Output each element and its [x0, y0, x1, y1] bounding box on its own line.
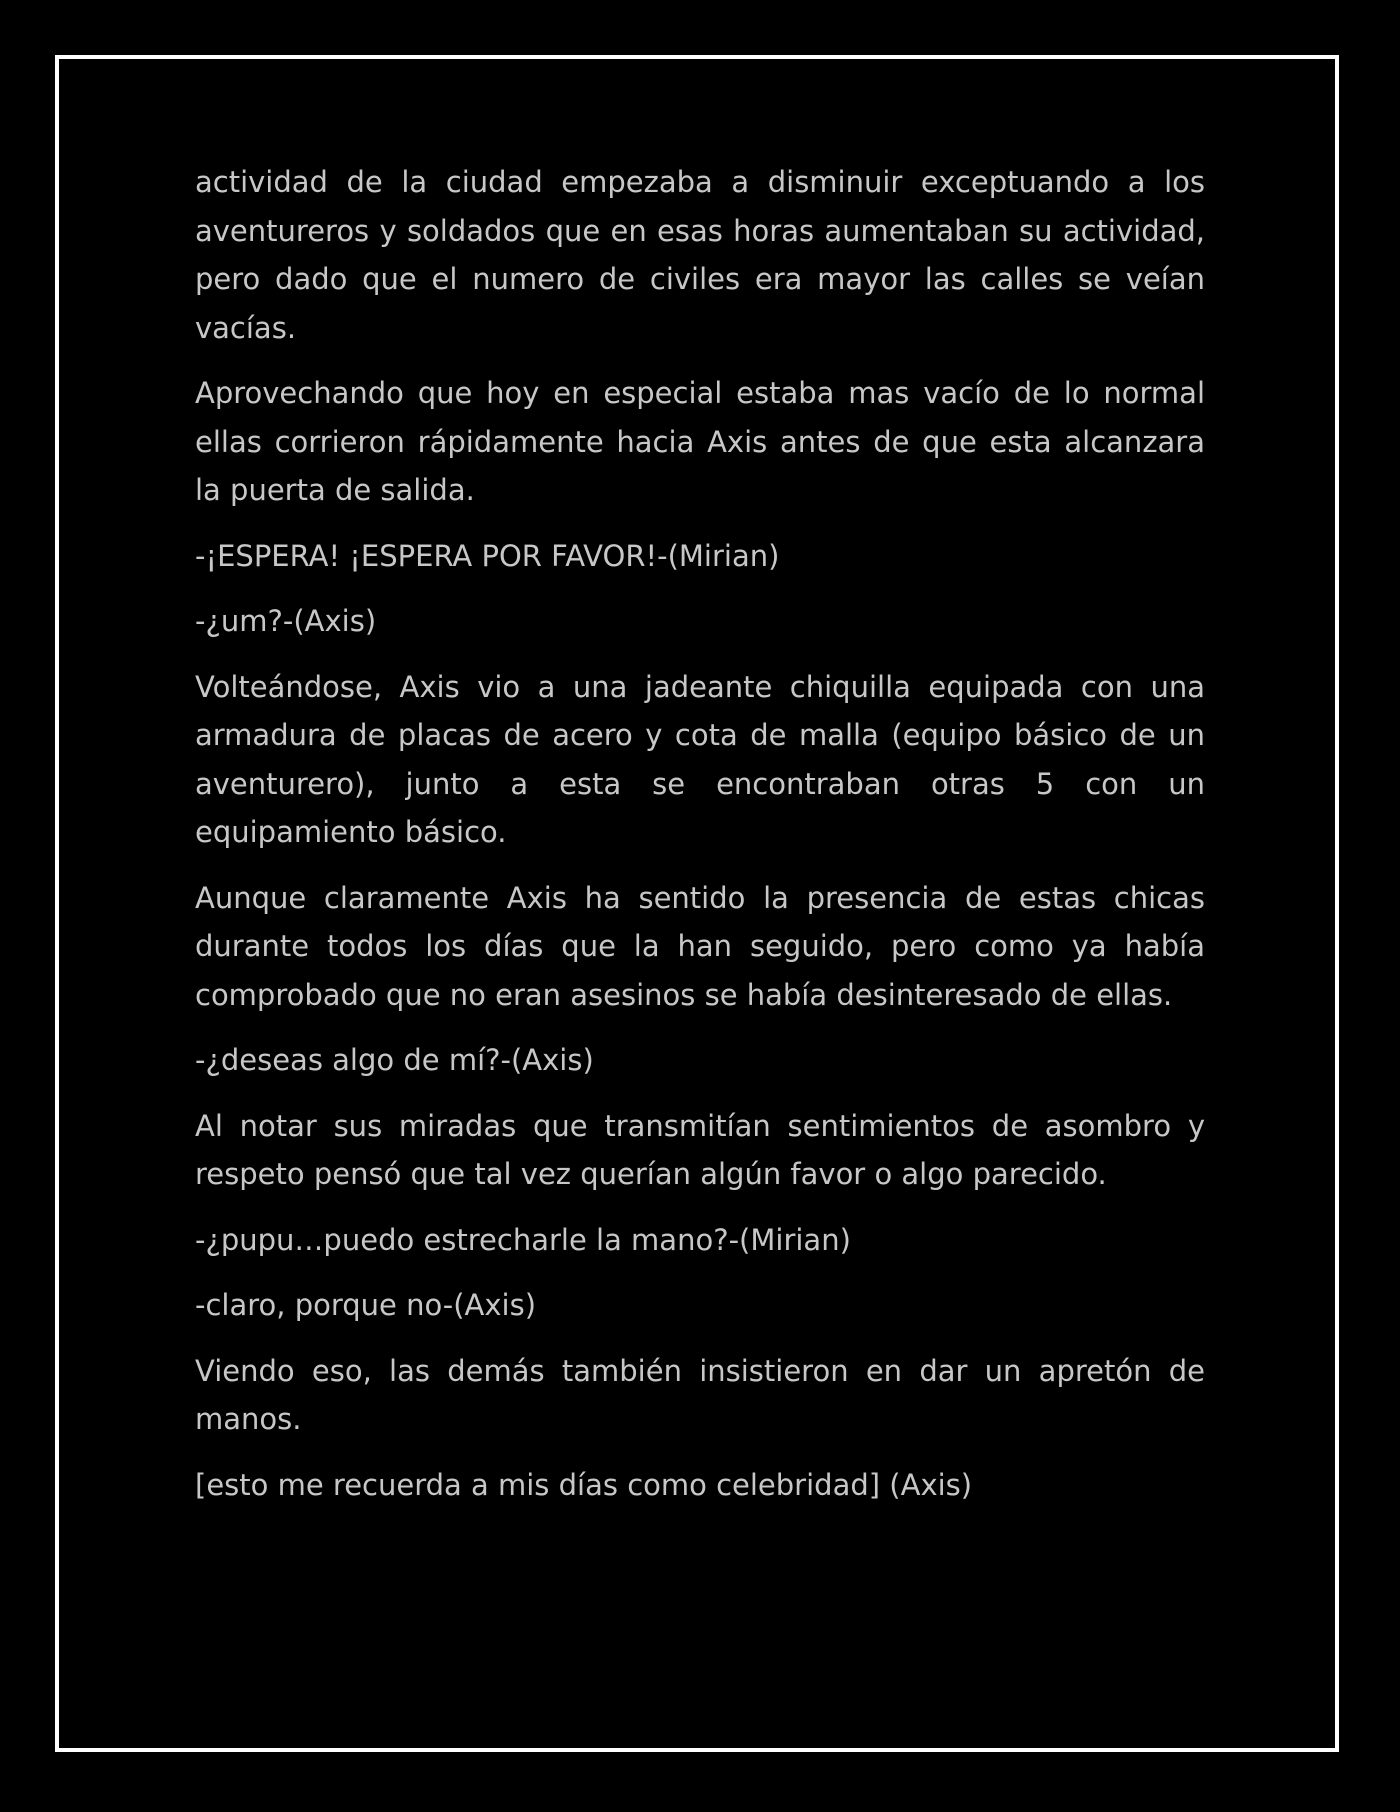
paragraph-dialogue: [esto me recuerda a mis días como celebridad] (Axis): [195, 1467, 973, 1502]
paragraph-dialogue: -¿um?-(Axis): [195, 604, 377, 638]
paragraph-dialogue: -¿pupu…puedo estrecharle la mano?-(Mirian): [195, 1222, 851, 1257]
paragraph-narration: Volteándose, Axis vio a una jadeante chiquilla equipada con una armadura de placas de acero y cota de malla (equipo básico de un aventurero), junto a esta se encontraban otras 5 con un equipamiento básico.: [195, 669, 1205, 849]
paragraph-narration: Viendo eso, las demás también insistieron en dar un apretón de manos.: [195, 1353, 1205, 1436]
paragraph-narration: actividad de la ciudad empezaba a disminuir exceptuando a los aventureros y soldados que en esas horas aumentaban su actividad, pero dado que el numero de civiles era mayor las calles se veían vacías.: [195, 165, 1205, 345]
paragraph-dialogue: -¡ESPERA! ¡ESPERA POR FAVOR!-(Mirian): [195, 538, 780, 573]
paragraph-dialogue: -claro, porque no-(Axis): [195, 1288, 537, 1322]
text-column: [195, 158, 1205, 1526]
paragraph-dialogue: -¿deseas algo de mí?-(Axis): [195, 1043, 594, 1077]
paragraph-narration: Aunque claramente Axis ha sentido la presencia de estas chicas durante todos los días que la han seguido, pero como ya había comprobado que no eran asesinos se había desinteresado de ellas.: [195, 880, 1205, 1012]
paragraph-narration: Al notar sus miradas que transmitían sentimientos de asombro y respeto pensó que tal vez querían algún favor o algo parecido.: [195, 1108, 1205, 1191]
paragraph-narration: Aprovechando que hoy en especial estaba mas vacío de lo normal ellas corrieron rápidamente hacia Axis antes de que esta alcanzara la puerta de salida.: [195, 376, 1205, 507]
